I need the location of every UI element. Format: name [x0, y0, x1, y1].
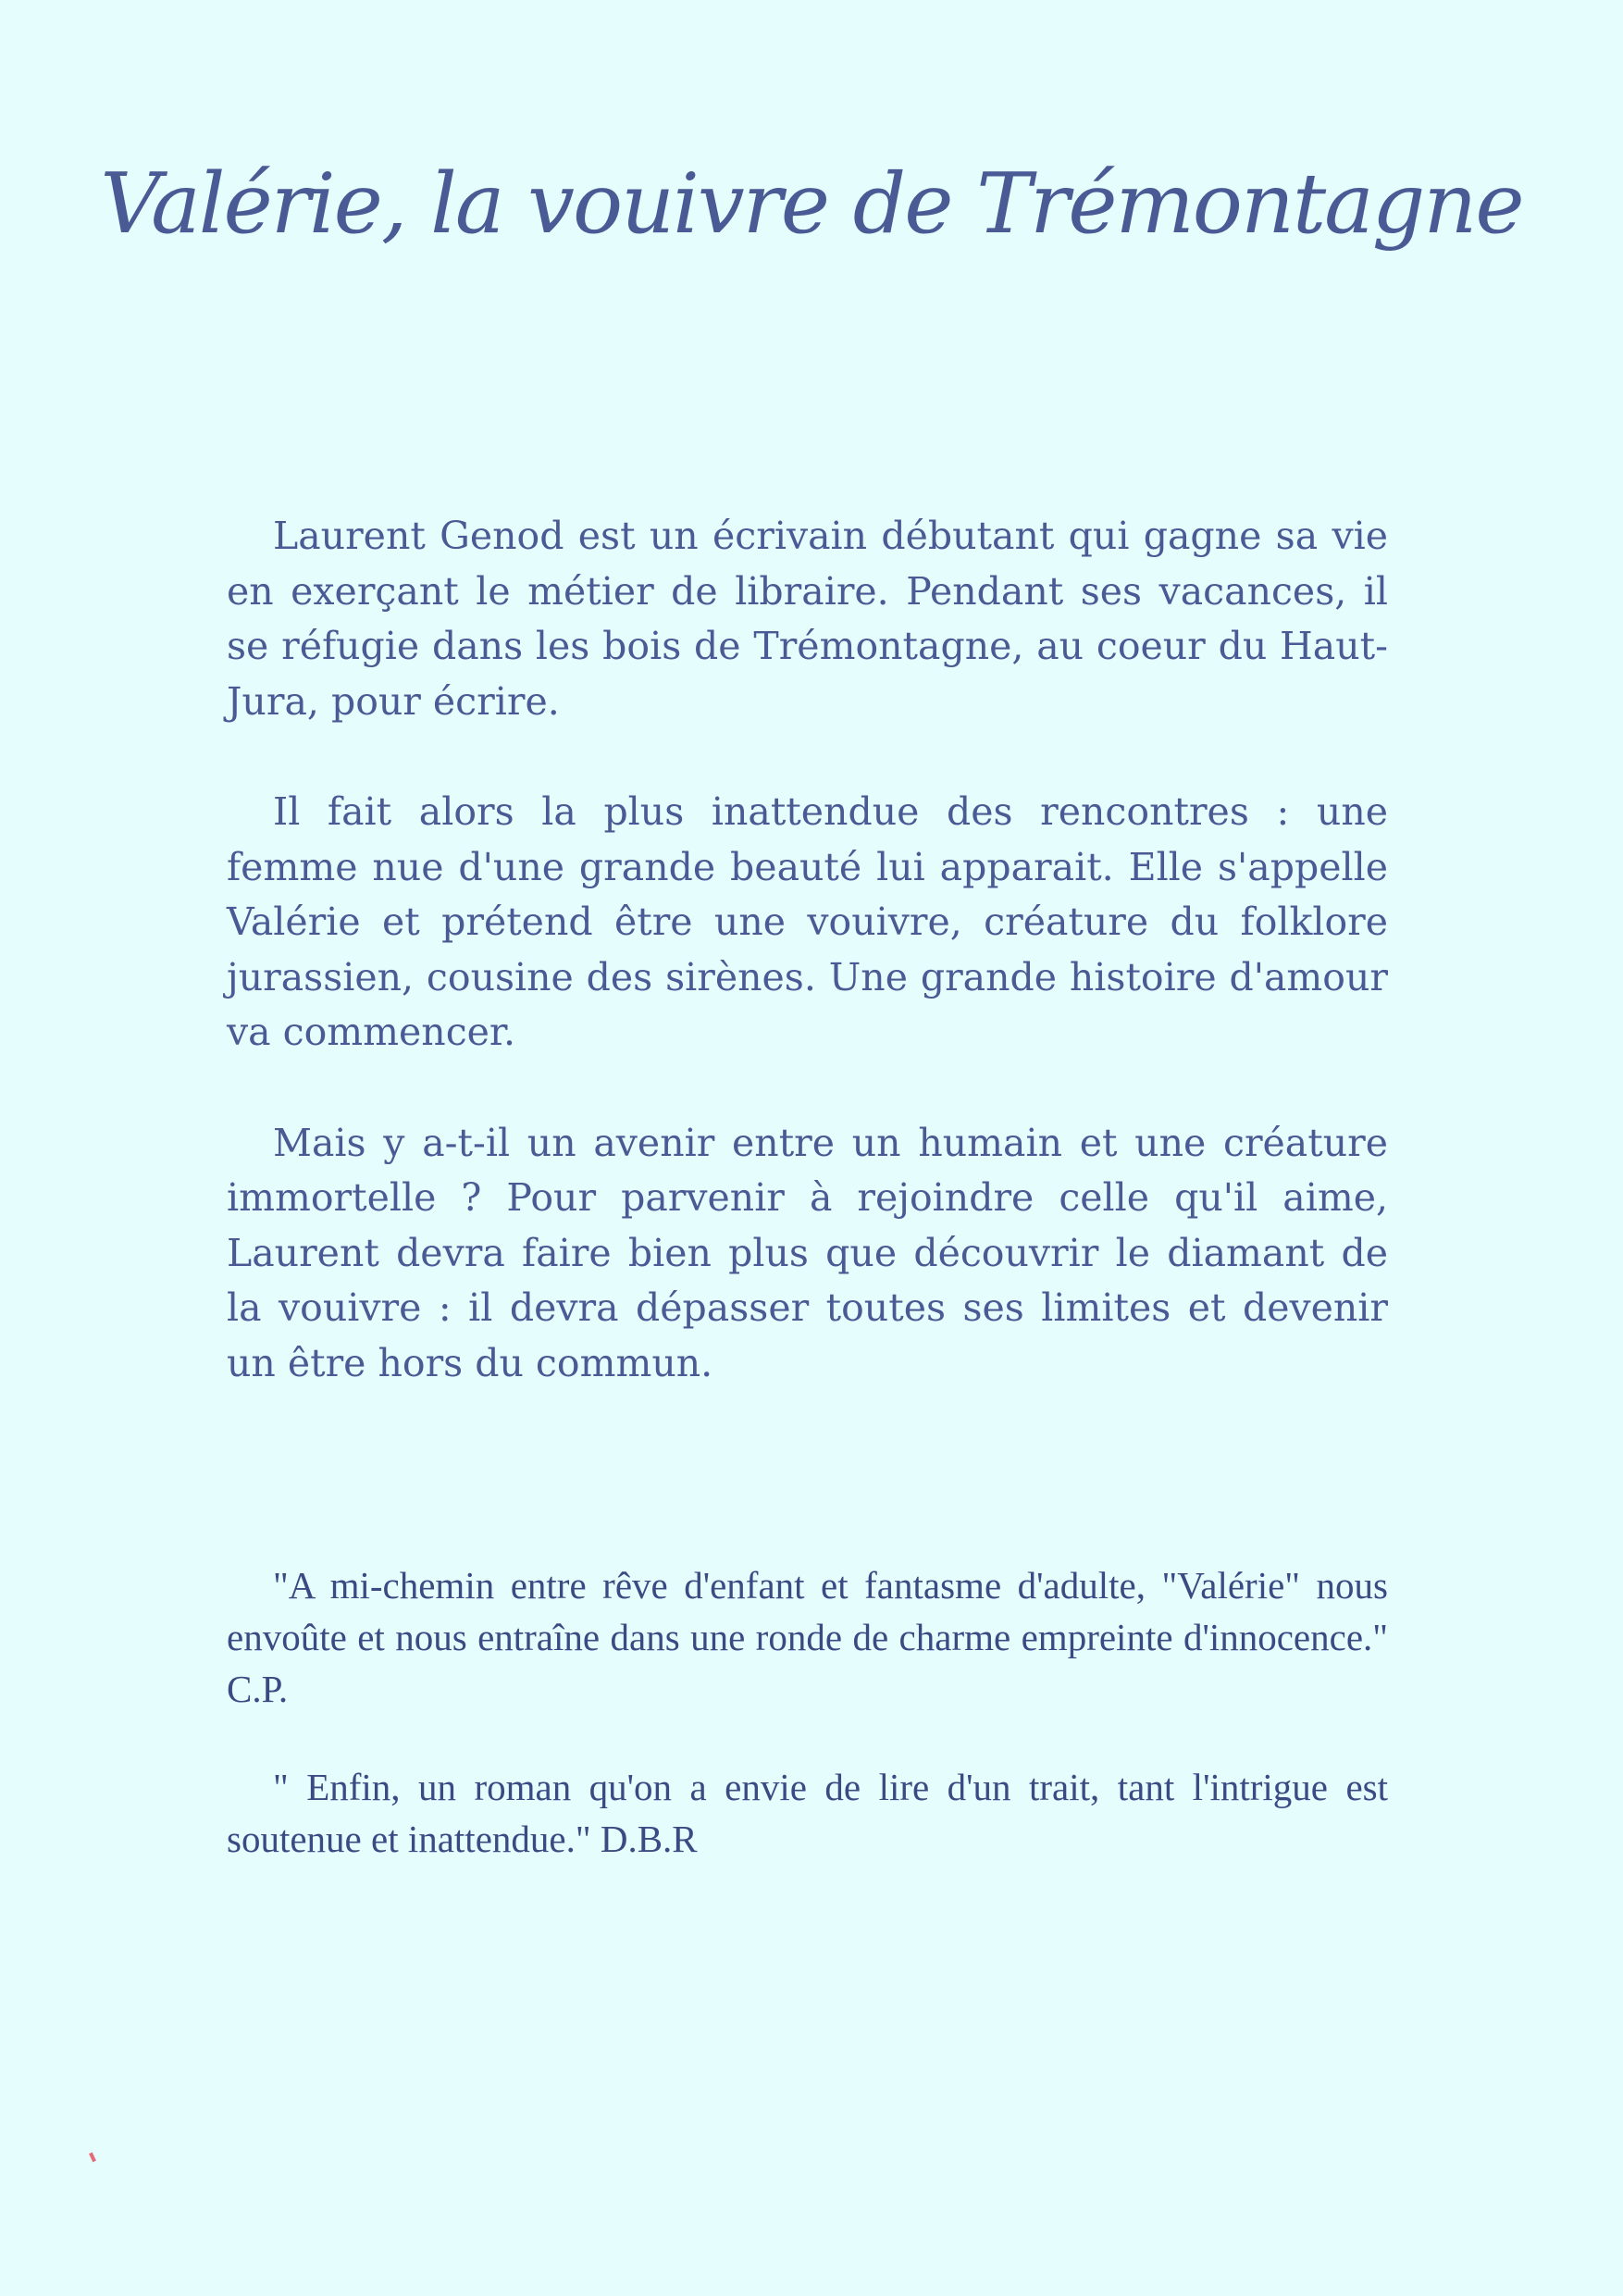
- review-quotes: [227, 1559, 1388, 1911]
- review-quote-2: " Enfin, un roman qu'on a envie de lire d'un trait, tant l'intrigue est soutenue et inattendue." D.B.R: [227, 1766, 1388, 1860]
- stray-ink-mark: [89, 2153, 96, 2163]
- blurb-paragraph-2: Il fait alors la plus inattendue des rencontres : une femme nue d'une grande beauté lui apparait. Elle s'appelle Valérie et prétend être une vouivre, créature du folklore jurassien, cousine des sirènes. Une grande histoire d'amour va commencer.: [227, 789, 1388, 1054]
- book-title: Valérie, la vouivre de Trémontagne: [100, 155, 1523, 253]
- blurb-paragraph-1: Laurent Genod est un écrivain débutant qui gagne sa vie en exerçant le métier de libraire. Pendant ses vacances, il se réfugie dans les bois de Trémontagne, au coeur du Haut-Jura, pour écrire.: [227, 514, 1388, 724]
- book-blurb: [227, 509, 1388, 1446]
- blurb-paragraph-3: Mais y a-t-il un avenir entre un humain et une créature immortelle ? Pour parvenir à rejoindre celle qu'il aime, Laurent devra faire bien plus que découvrir le diamant de la vouivre : il devra dépasser toutes ses limites et devenir un être hors du commun.: [227, 1120, 1388, 1385]
- review-quote-1: "A mi-chemin entre rêve d'enfant et fantasme d'adulte, "Valérie" nous envoûte et nous entraîne dans une ronde de charme empreinte d'innocence." C.P.: [227, 1564, 1388, 1710]
